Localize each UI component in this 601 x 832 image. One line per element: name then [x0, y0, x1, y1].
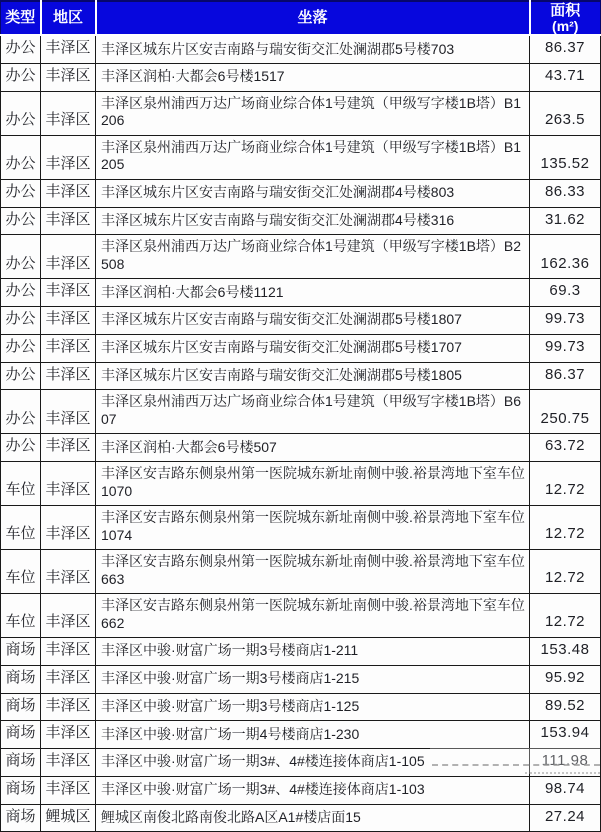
- location-cell: 丰泽区安吉路东侧泉州第一医院城东新址南侧中骏.裕景湾地下室车位662: [96, 594, 530, 638]
- area-cell: 86.33: [530, 179, 601, 207]
- type-cell: 办公: [1, 362, 41, 390]
- type-cell: 办公: [1, 235, 41, 279]
- area-cell: 27.24: [530, 804, 601, 832]
- area-cell: 31.62: [530, 207, 601, 235]
- location-cell: 丰泽区城东片区安吉南路与瑞安街交汇处澜湖郡5号楼1805: [96, 362, 530, 390]
- header-row: [1, 1, 601, 35]
- area-cell: 263.5: [530, 91, 601, 135]
- table-row: [1, 594, 601, 638]
- table-row: [1, 550, 601, 594]
- area-cell: 12.72: [530, 462, 601, 506]
- type-cell: 商场: [1, 749, 41, 777]
- location-cell: 鲤城区南俊北路南俊北路A区A1#楼店面15: [96, 804, 530, 832]
- type-cell: 商场: [1, 665, 41, 693]
- col-header-location: 坐落: [96, 1, 530, 35]
- location-cell: 丰泽区润柏·大都会6号楼1121: [96, 279, 530, 307]
- type-cell: 办公: [1, 307, 41, 335]
- district-cell: 丰泽区: [41, 64, 96, 92]
- location-cell: 丰泽区城东片区安吉南路与瑞安街交汇处澜湖郡4号楼803: [96, 179, 530, 207]
- table-row: [1, 179, 601, 207]
- type-cell: 办公: [1, 207, 41, 235]
- type-cell: 办公: [1, 334, 41, 362]
- district-cell: 丰泽区: [41, 594, 96, 638]
- table-row: [1, 35, 601, 63]
- location-cell: 丰泽区城东片区安吉南路与瑞安街交汇处澜湖郡5号楼703: [96, 35, 530, 63]
- district-cell: 丰泽区: [41, 334, 96, 362]
- type-cell: 车位: [1, 462, 41, 506]
- table-row: [1, 64, 601, 92]
- type-cell: 商场: [1, 776, 41, 804]
- district-cell: 丰泽区: [41, 91, 96, 135]
- col-header-area-title: 面积: [550, 2, 581, 19]
- area-cell: 162.36: [530, 235, 601, 279]
- location-cell: 丰泽区润柏·大都会6号楼1517: [96, 64, 530, 92]
- type-cell: 商场: [1, 721, 41, 749]
- area-cell: 12.72: [530, 594, 601, 638]
- location-cell: 丰泽区中骏·财富广场一期3号楼商店1-125: [96, 693, 530, 721]
- location-cell: 丰泽区泉州浦西万达广场商业综合体1号建筑（甲级写字楼1B塔）B1206: [96, 91, 530, 135]
- table-row: [1, 390, 601, 434]
- table-row: [1, 235, 601, 279]
- location-cell: 丰泽区中骏·财富广场一期3#、4#楼连接体商店1-103: [96, 776, 530, 804]
- district-cell: 丰泽区: [41, 235, 96, 279]
- type-cell: 车位: [1, 506, 41, 550]
- col-header-area-unit: (m²): [552, 17, 579, 34]
- location-cell: 丰泽区安吉路东侧泉州第一医院城东新址南侧中骏.裕景湾地下室车位1070: [96, 462, 530, 506]
- location-cell: 丰泽区润柏·大都会6号楼507: [96, 434, 530, 462]
- district-cell: 丰泽区: [41, 506, 96, 550]
- table-row: [1, 434, 601, 462]
- district-cell: 丰泽区: [41, 35, 96, 63]
- area-cell: 89.52: [530, 693, 601, 721]
- location-cell: 丰泽区中骏·财富广场一期3#、4#楼连接体商店1-105: [96, 749, 530, 777]
- table-row: [1, 665, 601, 693]
- district-cell: 丰泽区: [41, 749, 96, 777]
- type-cell: 车位: [1, 550, 41, 594]
- location-cell: 丰泽区安吉路东侧泉州第一医院城东新址南侧中骏.裕景湾地下室车位663: [96, 550, 530, 594]
- area-cell: 12.72: [530, 506, 601, 550]
- district-cell: 鲤城区: [41, 804, 96, 832]
- type-cell: 商场: [1, 804, 41, 832]
- col-header-area: [530, 1, 601, 35]
- type-cell: 商场: [1, 693, 41, 721]
- area-cell: 111.98: [530, 749, 601, 777]
- table-row: [1, 207, 601, 235]
- type-cell: 办公: [1, 91, 41, 135]
- area-cell: 99.73: [530, 307, 601, 335]
- table-row: [1, 462, 601, 506]
- table-row: [1, 362, 601, 390]
- col-header-type: 类型: [1, 1, 41, 35]
- table-body: [1, 35, 601, 832]
- table-row: [1, 638, 601, 666]
- type-cell: 办公: [1, 279, 41, 307]
- table-row: [1, 804, 601, 832]
- location-cell: 丰泽区安吉路东侧泉州第一医院城东新址南侧中骏.裕景湾地下室车位1074: [96, 506, 530, 550]
- district-cell: 丰泽区: [41, 434, 96, 462]
- type-cell: 办公: [1, 390, 41, 434]
- district-cell: 丰泽区: [41, 776, 96, 804]
- type-cell: 办公: [1, 35, 41, 63]
- location-cell: 丰泽区中骏·财富广场一期3号楼商店1-211: [96, 638, 530, 666]
- table-row: [1, 279, 601, 307]
- district-cell: 丰泽区: [41, 135, 96, 179]
- table-row: [1, 749, 601, 777]
- district-cell: 丰泽区: [41, 550, 96, 594]
- district-cell: 丰泽区: [41, 693, 96, 721]
- location-cell: 丰泽区城东片区安吉南路与瑞安街交汇处澜湖郡5号楼1707: [96, 334, 530, 362]
- area-cell: 63.72: [530, 434, 601, 462]
- district-cell: 丰泽区: [41, 207, 96, 235]
- location-cell: 丰泽区城东片区安吉南路与瑞安街交汇处澜湖郡4号楼316: [96, 207, 530, 235]
- table-row: [1, 91, 601, 135]
- district-cell: 丰泽区: [41, 721, 96, 749]
- type-cell: 车位: [1, 594, 41, 638]
- table-row: [1, 334, 601, 362]
- area-cell: 43.71: [530, 64, 601, 92]
- location-cell: 丰泽区中骏·财富广场一期3号楼商店1-215: [96, 665, 530, 693]
- area-cell: 69.3: [530, 279, 601, 307]
- location-cell: 丰泽区中骏·财富广场一期4号楼商店1-230: [96, 721, 530, 749]
- location-cell: 丰泽区泉州浦西万达广场商业综合体1号建筑（甲级写字楼1B塔）B607: [96, 390, 530, 434]
- area-cell: 135.52: [530, 135, 601, 179]
- type-cell: 办公: [1, 135, 41, 179]
- area-cell: 86.37: [530, 362, 601, 390]
- area-cell: 99.73: [530, 334, 601, 362]
- district-cell: 丰泽区: [41, 179, 96, 207]
- col-header-district: 地区: [41, 1, 96, 35]
- table-row: [1, 693, 601, 721]
- area-cell: 86.37: [530, 35, 601, 63]
- table-row: [1, 307, 601, 335]
- type-cell: 商场: [1, 638, 41, 666]
- area-cell: 98.74: [530, 776, 601, 804]
- district-cell: 丰泽区: [41, 307, 96, 335]
- area-cell: 153.94: [530, 721, 601, 749]
- district-cell: 丰泽区: [41, 390, 96, 434]
- area-cell: 12.72: [530, 550, 601, 594]
- location-cell: 丰泽区泉州浦西万达广场商业综合体1号建筑（甲级写字楼1B塔）B2508: [96, 235, 530, 279]
- type-cell: 办公: [1, 179, 41, 207]
- area-cell: 250.75: [530, 390, 601, 434]
- table-row: [1, 721, 601, 749]
- type-cell: 办公: [1, 64, 41, 92]
- district-cell: 丰泽区: [41, 279, 96, 307]
- table-row: [1, 506, 601, 550]
- location-cell: 丰泽区泉州浦西万达广场商业综合体1号建筑（甲级写字楼1B塔）B1205: [96, 135, 530, 179]
- area-cell: 95.92: [530, 665, 601, 693]
- table-header: [1, 1, 601, 35]
- district-cell: 丰泽区: [41, 638, 96, 666]
- district-cell: 丰泽区: [41, 665, 96, 693]
- table-row: [1, 776, 601, 804]
- area-cell: 153.48: [530, 638, 601, 666]
- table-row: [1, 135, 601, 179]
- location-cell: 丰泽区城东片区安吉南路与瑞安街交汇处澜湖郡5号楼1807: [96, 307, 530, 335]
- type-cell: 办公: [1, 434, 41, 462]
- district-cell: 丰泽区: [41, 362, 96, 390]
- district-cell: 丰泽区: [41, 462, 96, 506]
